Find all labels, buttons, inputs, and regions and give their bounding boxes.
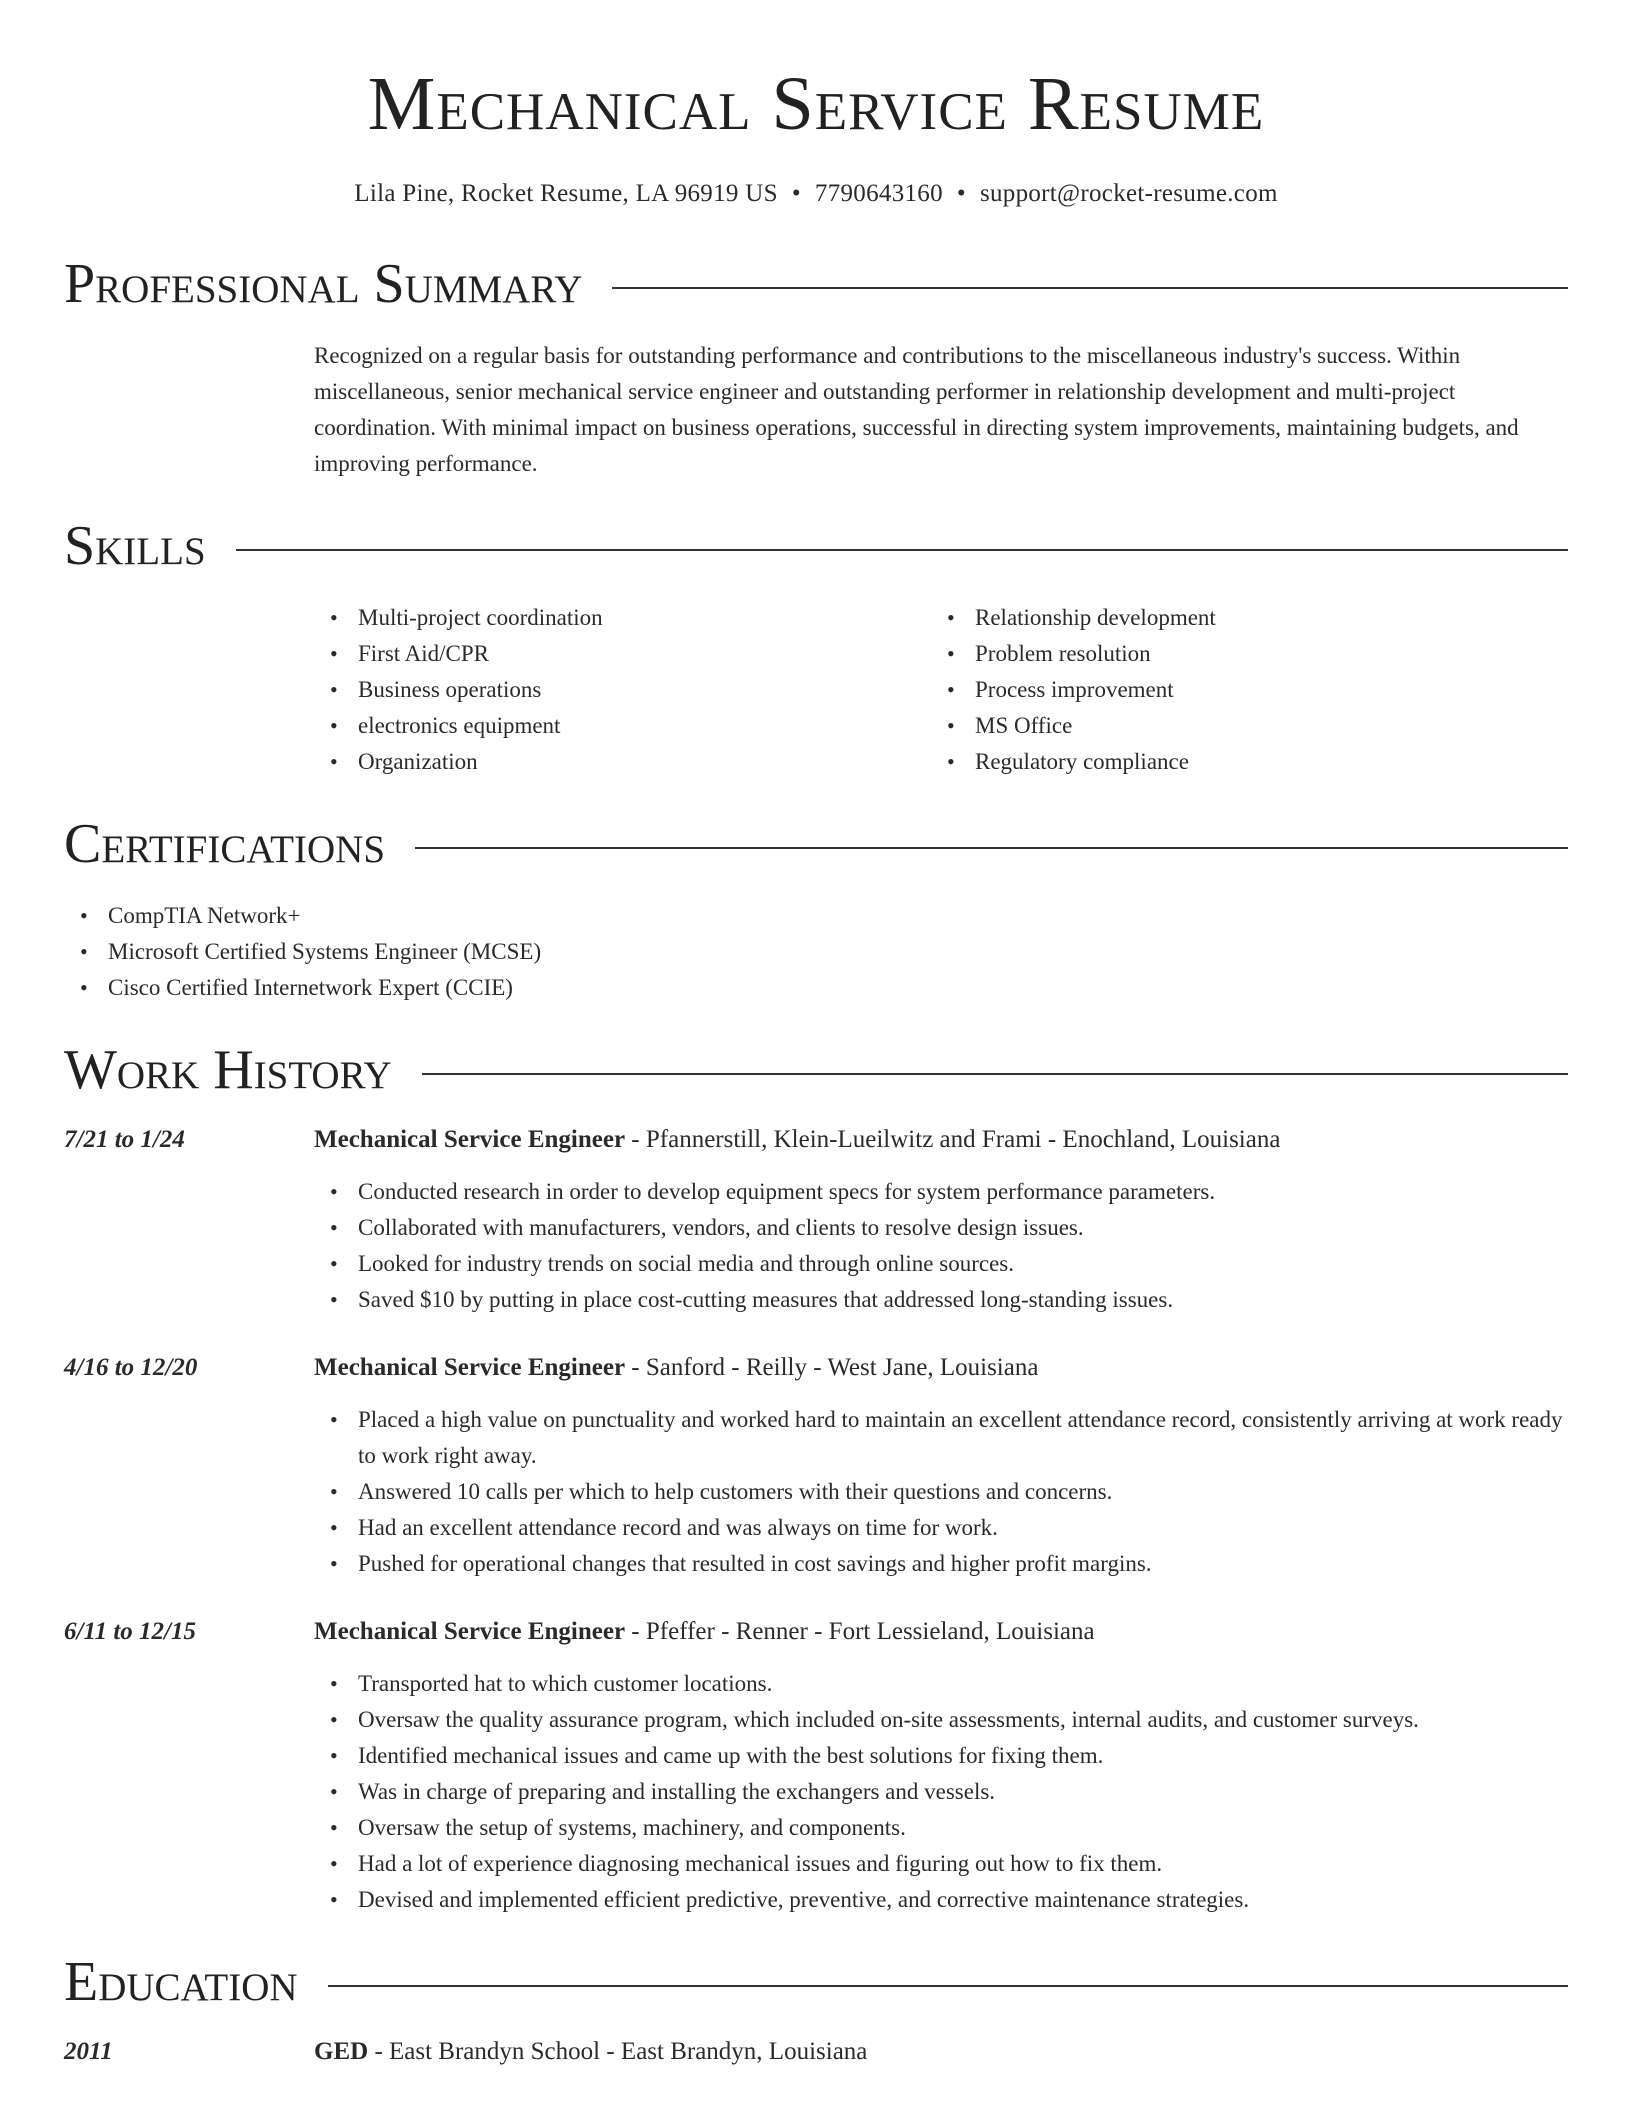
job-headline [314,1350,1568,1386]
job-bullet: • Transported hat to which customer locations. [314,1666,1568,1702]
skills-list-right [931,600,1548,780]
job-bullets [314,1174,1568,1318]
section-header [64,1950,1568,2014]
work-history-section [64,1038,1568,1918]
skill-item: • Problem resolution [931,636,1548,672]
education-detail [314,2034,1568,2070]
job-bullet: • Saved $10 by putting in place cost-cutting measures that addressed long-standing issues. [314,1282,1568,1318]
section-divider [415,847,1568,849]
skill-item: • First Aid/CPR [314,636,931,672]
job-dates: 6/11 to 12/15 [64,1618,196,1645]
section-divider [328,1985,1568,1987]
job-role: Mechanical Service Engineer [314,1618,626,1645]
job-detail [314,1350,1568,1582]
job-entry [64,1350,1568,1582]
certification-item: • Microsoft Certified Systems Engineer (MCSE) [64,934,1568,970]
education-degree: GED [314,2038,369,2065]
education-school: - East Brandyn School - East Brandyn, Louisiana [368,2038,868,2065]
job-bullet: • Had an excellent attendance record and was always on time for work. [314,1510,1568,1546]
education-headline [314,2034,1568,2070]
contact-address: Lila Pine, Rocket Resume, LA 96919 US [354,180,778,207]
section-header [64,252,1568,316]
section-divider [612,287,1568,289]
skill-item: • Regulatory compliance [931,744,1548,780]
skill-item: • MS Office [931,708,1548,744]
contact-separator: • [791,180,801,207]
job-entry [64,1122,1568,1318]
job-bullet: • Collaborated with manufacturers, vendors, and clients to resolve design issues. [314,1210,1568,1246]
skill-item: • Process improvement [931,672,1548,708]
job-headline [314,1614,1568,1650]
summary-section [64,252,1568,482]
summary-text: Recognized on a regular basis for outstanding performance and contributions to the miscellaneous industry's success. Within miscellaneous, senior mechanical service engineer and outstanding performer in relationship development and multi-project coordination. With minimal impact on business operations, successful in directing system improvements, maintaining budgets, and improving performance. [314,343,1519,476]
job-bullet: • Devised and implemented efficient predictive, preventive, and corrective maintenance strategies. [314,1882,1568,1918]
job-role: Mechanical Service Engineer [314,1126,626,1153]
job-bullet: • Oversaw the setup of systems, machinery, and components. [314,1810,1568,1846]
certification-item: • CompTIA Network+ [64,898,1568,934]
skill-item: • Relationship development [931,600,1548,636]
work-history-heading: Work History [64,1039,392,1101]
skill-item: • electronics equipment [314,708,931,744]
contact-phone: 7790643160 [814,180,943,207]
job-employer: - Sanford - Reilly - West Jane, Louisiana [625,1354,1039,1381]
contact-line [64,180,1568,208]
skills-list-left [314,600,931,780]
section-header [64,1038,1568,1102]
section-header [64,812,1568,876]
job-detail [314,1614,1568,1918]
job-bullet: • Conducted research in order to develop equipment specs for system performance parameters. [314,1174,1568,1210]
job-dates: 7/21 to 1/24 [64,1126,185,1153]
job-detail [314,1122,1568,1318]
job-role: Mechanical Service Engineer [314,1354,626,1381]
section-divider [236,549,1568,551]
certifications-heading: Certifications [64,813,386,875]
skill-item: • Business operations [314,672,931,708]
job-employer: - Pfannerstill, Klein-Lueilwitz and Frami - Enochland, Louisiana [625,1126,1281,1153]
job-dates: 4/16 to 12/20 [64,1354,198,1381]
section-divider [422,1073,1568,1075]
summary-heading: Professional Summary [64,253,583,315]
skill-item: • Multi-project coordination [314,600,931,636]
job-headline [314,1122,1568,1158]
job-employer: - Pfeffer - Renner - Fort Lessieland, Louisiana [625,1618,1095,1645]
job-bullet: • Placed a high value on punctuality and worked hard to maintain an excellent attendance record, consistently arriving at work ready to work right away. [314,1402,1568,1474]
education-heading: Education [64,1951,298,2013]
resume-title: Mechanical Service Resume [367,62,1265,146]
contact-separator: • [956,180,966,207]
job-bullet: • Identified mechanical issues and came up with the best solutions for fixing them. [314,1738,1568,1774]
job-bullet: • Had a lot of experience diagnosing mechanical issues and figuring out how to fix them. [314,1846,1568,1882]
education-year: 2011 [64,2038,113,2065]
job-bullets [314,1402,1568,1582]
job-bullet: • Was in charge of preparing and installing the exchangers and vessels. [314,1774,1568,1810]
skills-grid [314,600,1568,780]
job-bullet: • Answered 10 calls per which to help customers with their questions and concerns. [314,1474,1568,1510]
certification-item: • Cisco Certified Internetwork Expert (CCIE) [64,970,1568,1006]
job-entry [64,1614,1568,1918]
skills-heading: Skills [64,515,206,577]
skills-section [64,514,1568,780]
section-header [64,514,1568,578]
contact-email: support@rocket-resume.com [979,180,1278,207]
education-entry [64,2034,1568,2070]
job-bullet: • Looked for industry trends on social media and through online sources. [314,1246,1568,1282]
job-bullets [314,1666,1568,1918]
skill-item: • Organization [314,744,931,780]
education-section [64,1950,1568,2070]
certifications-section [64,812,1568,1006]
job-bullet: • Pushed for operational changes that resulted in cost savings and higher profit margins. [314,1546,1568,1582]
job-bullet: • Oversaw the quality assurance program, which included on-site assessments, internal audits, and customer surveys. [314,1702,1568,1738]
certifications-list [64,898,1568,1006]
